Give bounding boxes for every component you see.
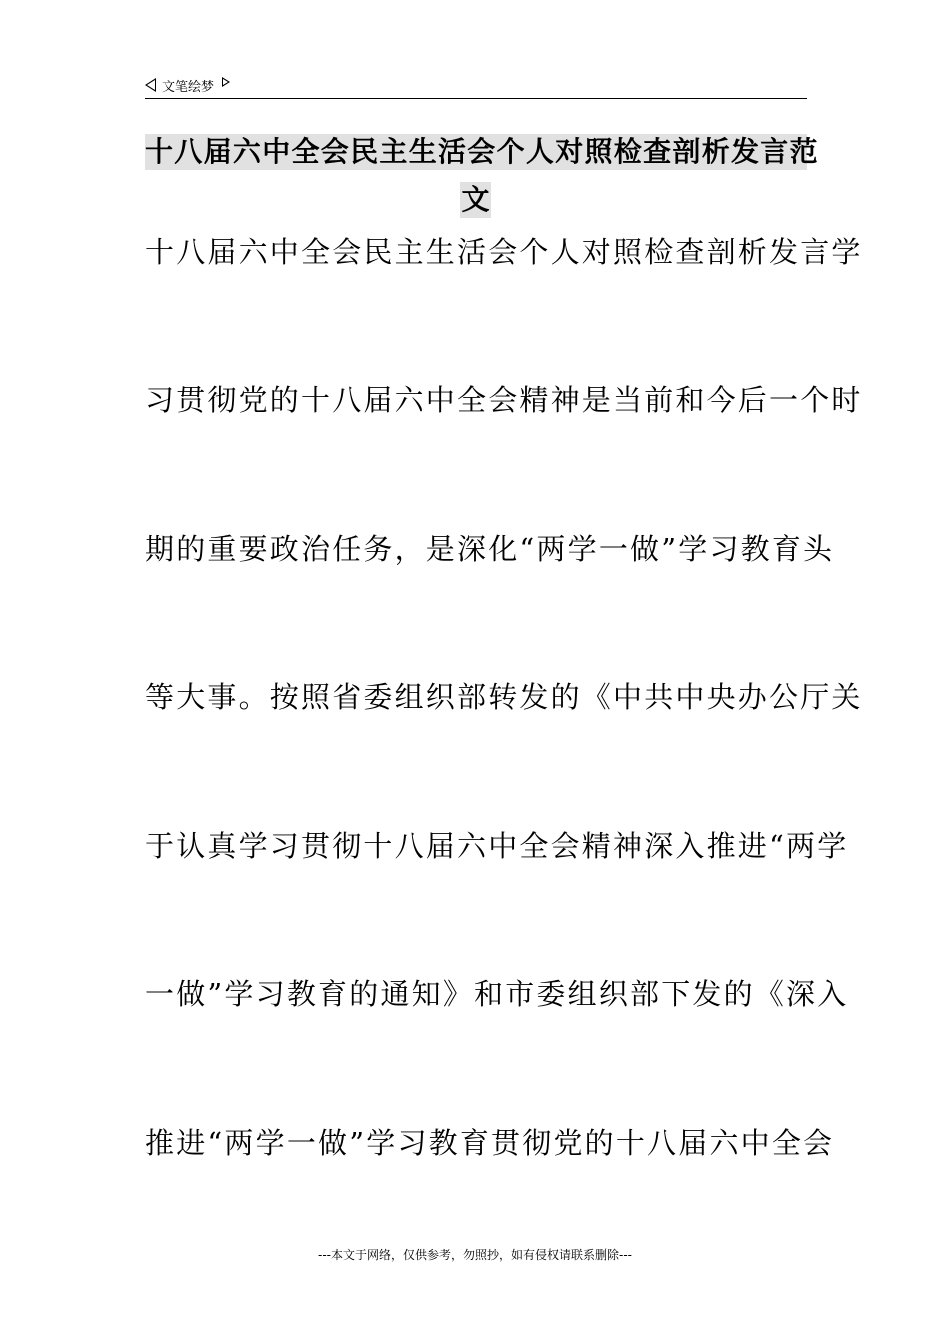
document-title-line-2: 文 xyxy=(461,183,490,216)
triangle-right-icon xyxy=(222,77,230,87)
body-line-6: 一做”学习教育的通知》和市委组织部下发的《深入 xyxy=(145,977,849,1011)
body-line-3: 期的重要政治任务，是深化“两学一做”学习教育头 xyxy=(145,532,835,566)
triangle-left-icon xyxy=(145,78,156,92)
header-brand: 文笔绘梦 xyxy=(162,79,215,95)
document-title-line-1: 十八届六中全会民主生活会个人对照检查剖析发言范 xyxy=(145,135,819,168)
body-line-4: 等大事。按照省委组织部转发的《中共中央办公厅关 xyxy=(145,680,863,714)
body-line-5: 于认真学习贯彻十八届六中全会精神深入推进“两学 xyxy=(145,829,849,863)
body-line-7: 推进“两学一做”学习教育贯彻党的十八届六中全会 xyxy=(145,1126,835,1160)
page-header xyxy=(145,72,807,99)
body-line-2: 习贯彻党的十八届六中全会精神是当前和今后一个时 xyxy=(145,383,863,417)
body-line-1: 十八届六中全会民主生活会个人对照检查剖析发言学 xyxy=(145,235,863,269)
page-footer: ---本文于网络，仅供参考，勿照抄，如有侵权请联系删除--- xyxy=(318,1248,632,1262)
